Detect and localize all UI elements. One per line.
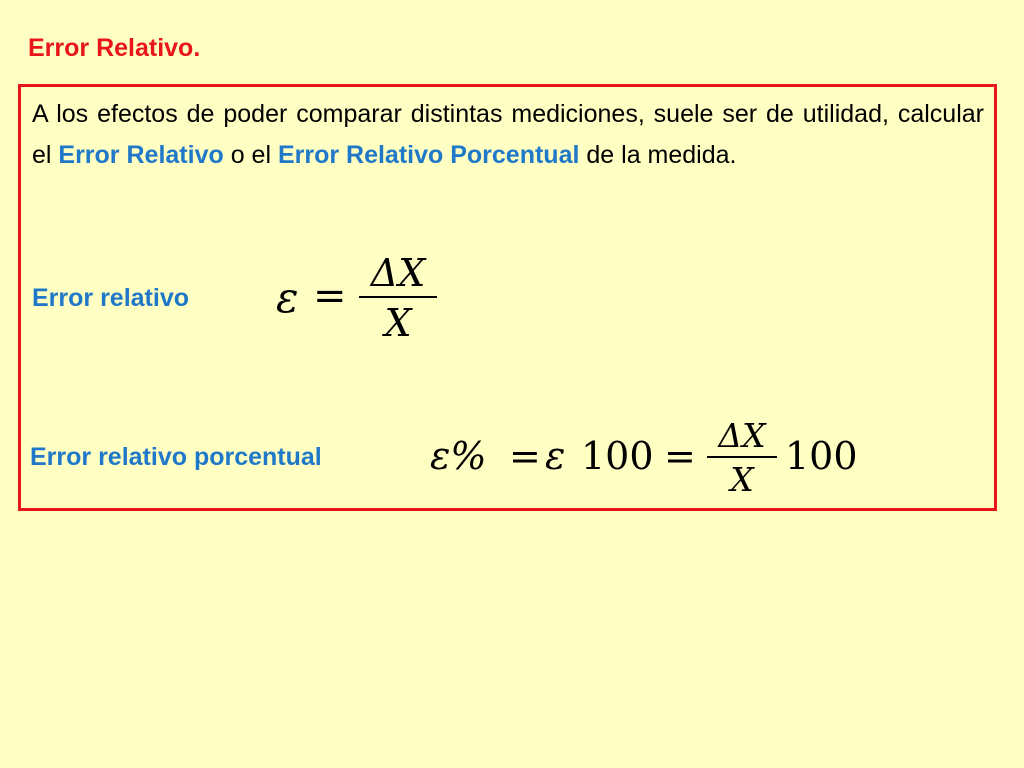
formula1-denominator: X xyxy=(384,300,412,345)
formula1-label: Error relativo xyxy=(32,284,190,312)
formula2-numerator: ΔX xyxy=(718,416,766,455)
formula2-equals-2: = xyxy=(664,434,696,478)
formula1-epsilon: ε xyxy=(276,273,299,322)
intro-highlight-error-relativo: Error Relativo xyxy=(58,141,224,169)
intro-highlight-error-relativo-porcentual: Error Relativo Porcentual xyxy=(277,141,580,169)
intro-paragraph xyxy=(32,94,984,176)
formula2-epsilon: ε xyxy=(545,434,566,478)
formula2-hundred-1: 100 xyxy=(581,434,654,478)
formula1-numerator: ΔX xyxy=(370,251,426,295)
content-box xyxy=(18,84,997,511)
formula2-denominator: X xyxy=(730,459,754,499)
intro-text-1: A los efectos de poder comparar distintas mediciones, suele ser de utilidad, calcular el xyxy=(32,100,984,169)
formula1-fraction xyxy=(359,250,437,348)
page-title: Error Relativo. xyxy=(28,34,201,62)
formula2-hundred-2: 100 xyxy=(785,434,858,478)
intro-text-2: o el xyxy=(223,141,278,169)
formula2-label: Error relativo porcentual xyxy=(30,443,322,471)
formula1-equals: = xyxy=(313,273,347,319)
intro-text-3: de la medida. xyxy=(579,141,737,169)
formula2-lhs: ε% xyxy=(430,434,487,478)
formula2-equals-1: = xyxy=(509,434,541,478)
formula2-fraction xyxy=(707,416,777,502)
